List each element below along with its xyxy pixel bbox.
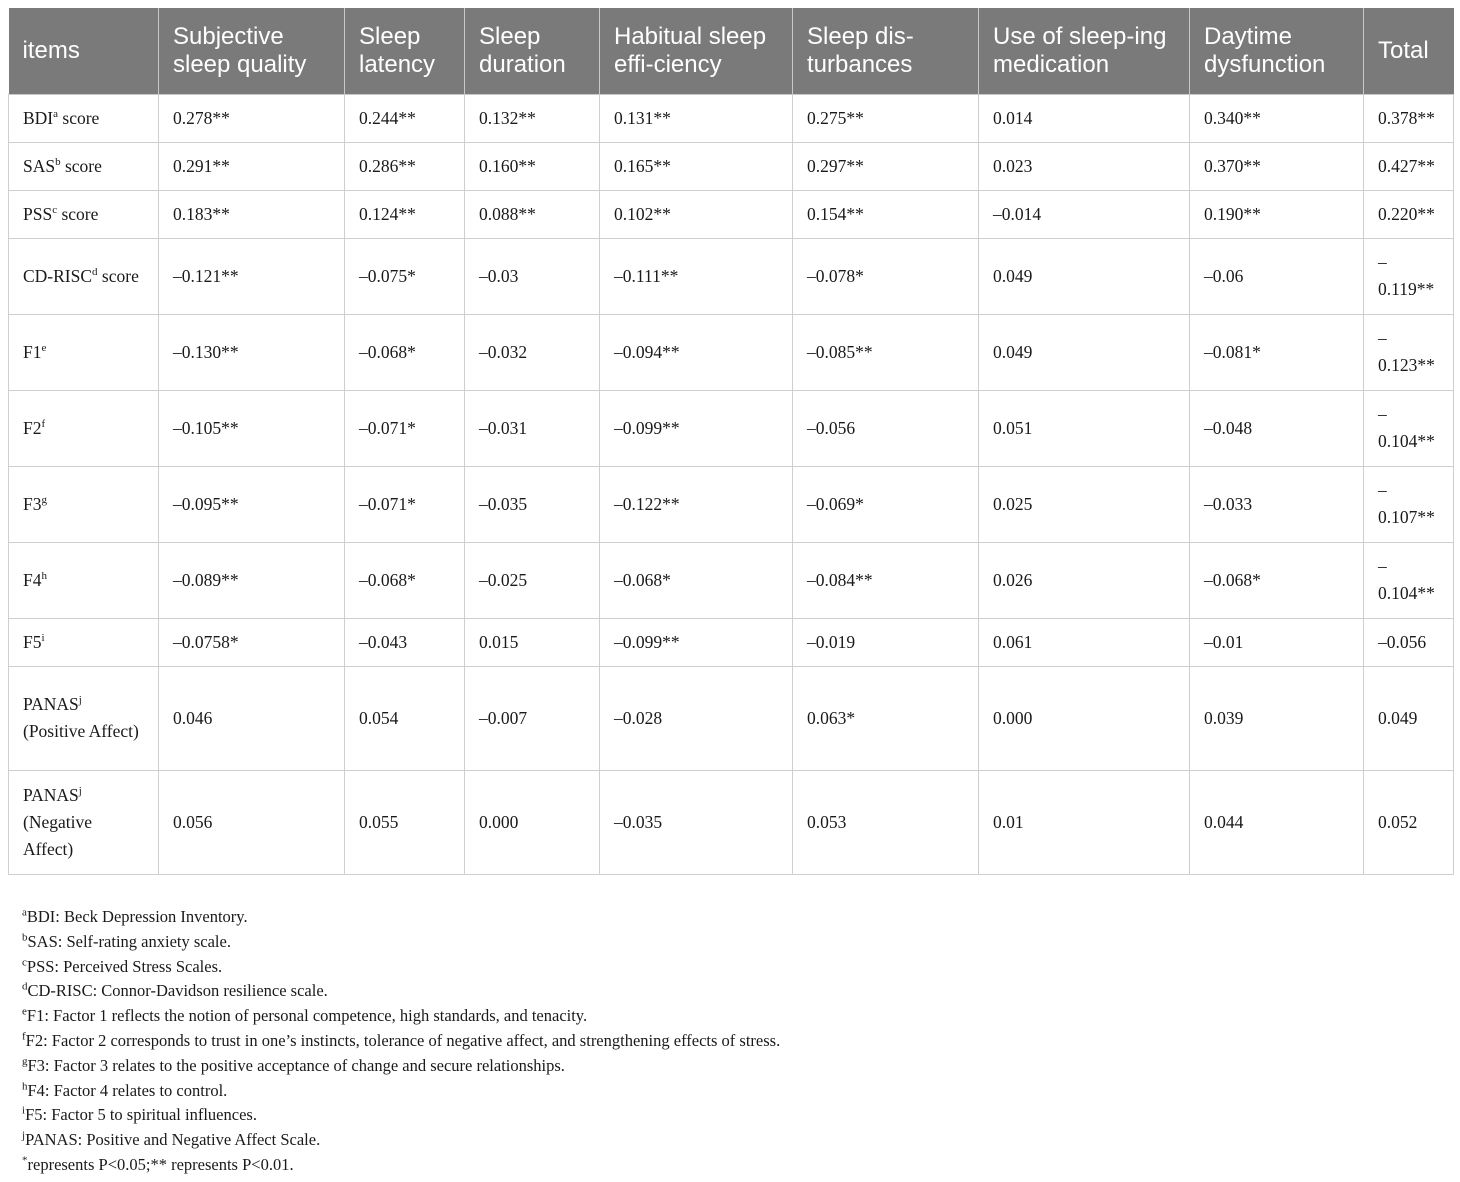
value-cell: 0.220** [1364, 190, 1454, 238]
value-cell: –0.089** [159, 542, 345, 618]
value-cell: 0.165** [600, 142, 793, 190]
row-label-suffix: score [57, 203, 99, 224]
value-cell: –0.028 [600, 666, 793, 770]
value-cell: –0.068* [1190, 542, 1364, 618]
value-cell: –0.068* [345, 314, 465, 390]
value-cell: –0.014 [979, 190, 1190, 238]
value-cell: –0.031 [465, 390, 600, 466]
table-row [9, 94, 1454, 142]
value-cell: 0.154** [793, 190, 979, 238]
footnote [22, 1054, 780, 1079]
row-label: F3 [23, 493, 42, 514]
table-row [9, 666, 1454, 770]
value-cell: –0.069* [793, 466, 979, 542]
table-row [9, 770, 1454, 874]
row-label-cell [9, 666, 159, 770]
footnote-mark: b [22, 931, 28, 944]
row-label: SAS [23, 155, 56, 176]
footnote-mark: e [22, 1005, 27, 1018]
value-cell: 0.015 [465, 618, 600, 666]
table-header [9, 8, 1454, 94]
row-label-footnote-mark: h [41, 569, 47, 582]
row-label: BDI [23, 107, 54, 128]
value-cell: –0.01 [1190, 618, 1364, 666]
footnote [22, 955, 780, 980]
value-cell: –0.071* [345, 466, 465, 542]
value-cell: –0.099** [600, 390, 793, 466]
value-cell: –0.032 [465, 314, 600, 390]
row-label: CD-RISC [23, 265, 93, 286]
row-label-footnote-mark: c [52, 203, 58, 216]
value-cell: –0.035 [600, 770, 793, 874]
row-label-cell [9, 94, 159, 142]
value-cell: –0.033 [1190, 466, 1364, 542]
value-cell: –0.056 [793, 390, 979, 466]
value-cell: 0.049 [979, 314, 1190, 390]
value-cell: 0.049 [1364, 666, 1454, 770]
row-label-cell [9, 770, 159, 874]
footnote-mark: * [22, 1154, 28, 1167]
header-cell: Daytime dysfunction [1190, 8, 1364, 94]
value-cell: 0.054 [345, 666, 465, 770]
footnote-text: represents P<0.05;** represents P<0.01. [27, 1154, 294, 1174]
value-cell: –0.104** [1364, 390, 1454, 466]
value-cell: –0.095** [159, 466, 345, 542]
value-cell: 0.023 [979, 142, 1190, 190]
header-cell: Habitual sleep effi-ciency [600, 8, 793, 94]
row-label-suffix: score [58, 107, 100, 128]
row-label-footnote-mark: j [78, 694, 82, 707]
value-cell: 0.061 [979, 618, 1190, 666]
value-cell: 0.044 [1190, 770, 1364, 874]
row-label-cell [9, 142, 159, 190]
correlation-table-container [8, 8, 1453, 875]
value-cell: –0.078* [793, 238, 979, 314]
row-label-suffix: score [60, 155, 102, 176]
footnote [22, 1153, 780, 1178]
value-cell: –0.03 [465, 238, 600, 314]
table-row [9, 618, 1454, 666]
header-row [9, 8, 1454, 94]
footnote-text: PSS: Perceived Stress Scales. [26, 956, 223, 976]
value-cell: 0.026 [979, 542, 1190, 618]
value-cell: 0.370** [1190, 142, 1364, 190]
value-cell: –0.105** [159, 390, 345, 466]
value-cell: –0.068* [600, 542, 793, 618]
value-cell: –0.085** [793, 314, 979, 390]
value-cell: 0.297** [793, 142, 979, 190]
value-cell: 0.427** [1364, 142, 1454, 190]
footnote-text: PANAS: Positive and Negative Affect Scale. [25, 1130, 321, 1150]
table-row [9, 542, 1454, 618]
row-label-cell [9, 542, 159, 618]
value-cell: 0.278** [159, 94, 345, 142]
value-cell: 0.039 [1190, 666, 1364, 770]
value-cell: 0.046 [159, 666, 345, 770]
row-label-suffix: (Negative Affect) [23, 784, 96, 859]
value-cell: 0.000 [465, 770, 600, 874]
value-cell: 0.014 [979, 94, 1190, 142]
footnote-mark: c [22, 956, 27, 969]
value-cell: 0.051 [979, 390, 1190, 466]
footnote [22, 1103, 780, 1128]
footnote-mark: d [22, 980, 28, 993]
value-cell: 0.053 [793, 770, 979, 874]
row-label-footnote-mark: e [41, 341, 47, 354]
footnote-mark: j [22, 1129, 26, 1142]
value-cell: 0.275** [793, 94, 979, 142]
footnote [22, 1029, 780, 1054]
row-label-footnote-mark: f [41, 417, 46, 430]
value-cell: 0.378** [1364, 94, 1454, 142]
value-cell: 0.340** [1190, 94, 1364, 142]
table-row [9, 390, 1454, 466]
value-cell: –0.06 [1190, 238, 1364, 314]
value-cell: 0.025 [979, 466, 1190, 542]
footnote-mark: a [22, 906, 27, 919]
value-cell: –0.107** [1364, 466, 1454, 542]
row-label-footnote-mark: a [53, 107, 59, 120]
footnote-text: SAS: Self-rating anxiety scale. [27, 931, 231, 951]
value-cell: 0.124** [345, 190, 465, 238]
value-cell: –0.048 [1190, 390, 1364, 466]
value-cell: –0.007 [465, 666, 600, 770]
value-cell: –0.043 [345, 618, 465, 666]
header-cell: Sleep duration [465, 8, 600, 94]
value-cell: 0.132** [465, 94, 600, 142]
footnote [22, 905, 780, 930]
value-cell: 0.01 [979, 770, 1190, 874]
footnote-mark: g [22, 1055, 28, 1068]
row-label: PANAS [23, 784, 79, 805]
value-cell: 0.056 [159, 770, 345, 874]
correlation-table [8, 8, 1454, 875]
table-body [9, 94, 1454, 874]
value-cell: –0.119** [1364, 238, 1454, 314]
value-cell: 0.063* [793, 666, 979, 770]
value-cell: –0.099** [600, 618, 793, 666]
row-label-footnote-mark: b [55, 155, 61, 168]
row-label: F4 [23, 569, 42, 590]
table-row [9, 314, 1454, 390]
value-cell: –0.081* [1190, 314, 1364, 390]
value-cell: –0.123** [1364, 314, 1454, 390]
row-label-footnote-mark: d [92, 265, 98, 278]
value-cell: 0.049 [979, 238, 1190, 314]
value-cell: 0.183** [159, 190, 345, 238]
row-label-footnote-mark: i [41, 631, 45, 644]
header-cell: items [9, 8, 159, 94]
row-label-cell [9, 390, 159, 466]
footnote [22, 1004, 780, 1029]
row-label-cell [9, 238, 159, 314]
header-cell: Sleep latency [345, 8, 465, 94]
table-row [9, 142, 1454, 190]
row-label-suffix: (Positive Affect) [23, 694, 139, 741]
value-cell: –0.104** [1364, 542, 1454, 618]
value-cell: 0.131** [600, 94, 793, 142]
value-cell: –0.025 [465, 542, 600, 618]
header-cell: Subjective sleep quality [159, 8, 345, 94]
footnote-text: F1: Factor 1 reflects the notion of personal competence, high standards, and tenacity. [26, 1006, 588, 1026]
header-cell: Use of sleep-ing medication [979, 8, 1190, 94]
footnote-mark: f [22, 1030, 26, 1043]
footnote [22, 1079, 780, 1104]
value-cell: –0.0758* [159, 618, 345, 666]
value-cell: –0.130** [159, 314, 345, 390]
footnote-text: F5: Factor 5 to spiritual influences. [25, 1105, 257, 1125]
row-label: F5 [23, 631, 42, 652]
row-label: F2 [23, 417, 42, 438]
value-cell: –0.122** [600, 466, 793, 542]
row-label-cell [9, 314, 159, 390]
footnotes [22, 905, 780, 1178]
value-cell: –0.075* [345, 238, 465, 314]
footnote-text: F3: Factor 3 relates to the positive acceptance of change and secure relationships. [27, 1055, 565, 1075]
footnote-text: CD-RISC: Connor-Davidson resilience scale. [27, 981, 328, 1001]
row-label-footnote-mark: g [41, 493, 47, 506]
row-label: F1 [23, 341, 42, 362]
footnote-mark: i [22, 1104, 26, 1117]
footnote-text: F4: Factor 4 relates to control. [27, 1080, 228, 1100]
value-cell: 0.052 [1364, 770, 1454, 874]
table-row [9, 238, 1454, 314]
row-label-cell [9, 466, 159, 542]
value-cell: 0.160** [465, 142, 600, 190]
value-cell: 0.000 [979, 666, 1190, 770]
footnote [22, 979, 780, 1004]
header-cell: Sleep dis-turbances [793, 8, 979, 94]
value-cell: –0.035 [465, 466, 600, 542]
value-cell: 0.055 [345, 770, 465, 874]
row-label-cell [9, 190, 159, 238]
value-cell: –0.084** [793, 542, 979, 618]
value-cell: –0.094** [600, 314, 793, 390]
row-label-suffix: score [97, 265, 139, 286]
header-cell: Total [1364, 8, 1454, 94]
value-cell: –0.121** [159, 238, 345, 314]
value-cell: –0.071* [345, 390, 465, 466]
value-cell: –0.019 [793, 618, 979, 666]
footnote-text: BDI: Beck Depression Inventory. [26, 907, 248, 926]
value-cell: 0.088** [465, 190, 600, 238]
value-cell: 0.190** [1190, 190, 1364, 238]
value-cell: –0.111** [600, 238, 793, 314]
row-label: PSS [23, 203, 53, 224]
value-cell: 0.291** [159, 142, 345, 190]
footnote [22, 930, 780, 955]
footnote [22, 1128, 780, 1153]
row-label-cell [9, 618, 159, 666]
value-cell: 0.286** [345, 142, 465, 190]
row-label: PANAS [23, 694, 79, 714]
row-label-footnote-mark: j [78, 784, 82, 797]
value-cell: 0.102** [600, 190, 793, 238]
table-row [9, 190, 1454, 238]
value-cell: –0.056 [1364, 618, 1454, 666]
value-cell: 0.244** [345, 94, 465, 142]
footnote-text: F2: Factor 2 corresponds to trust in one’s instincts, tolerance of negative affect, and strengthening effects of stress. [25, 1030, 781, 1050]
value-cell: –0.068* [345, 542, 465, 618]
footnote-mark: h [22, 1080, 28, 1093]
table-row [9, 466, 1454, 542]
